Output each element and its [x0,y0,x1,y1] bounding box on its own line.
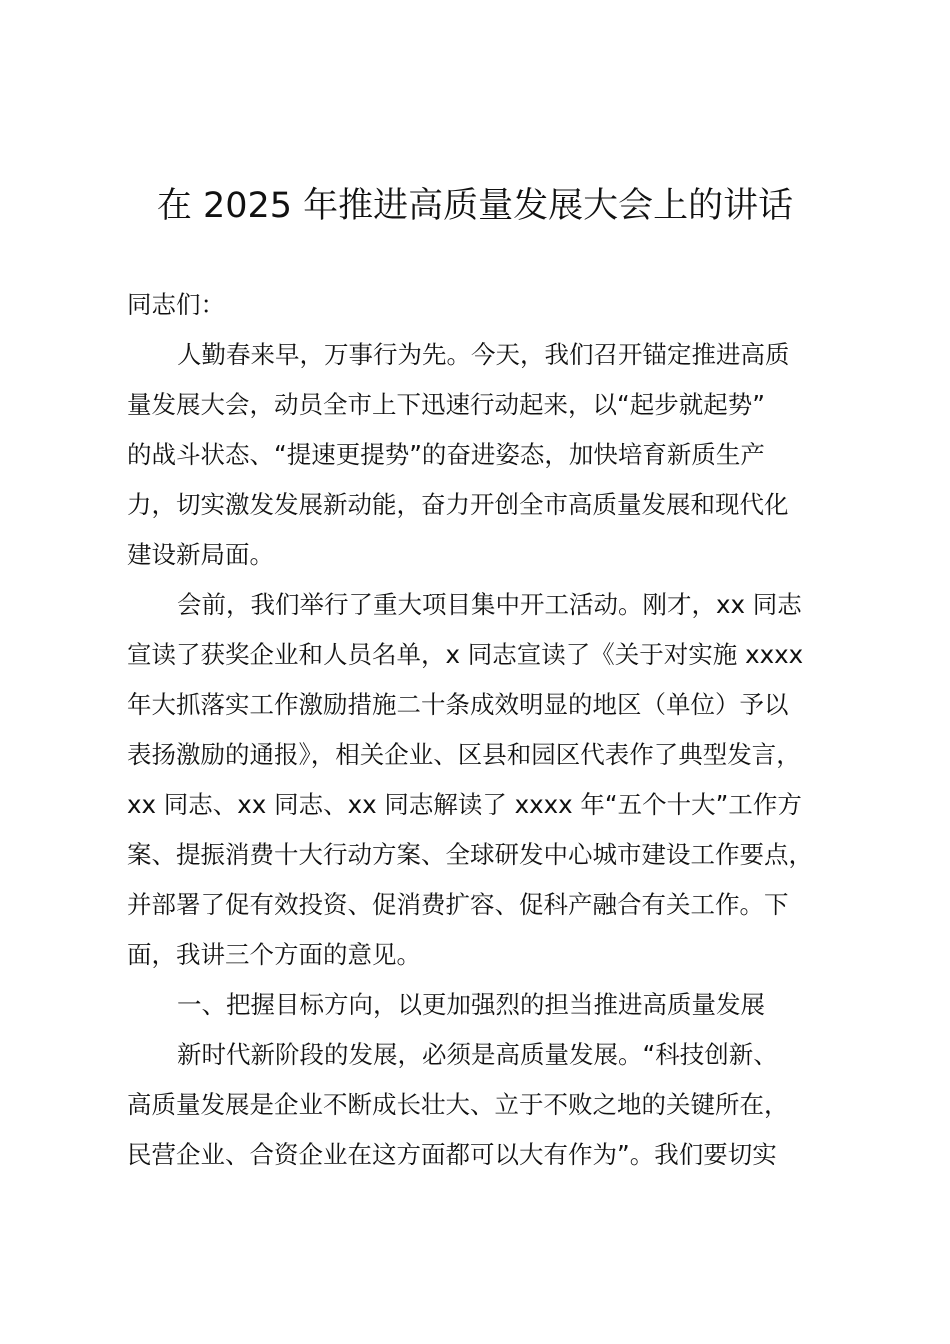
paragraph-line: 面，我讲三个方面的意见。 [127,940,421,969]
paragraph-line: 的战斗状态、“提速更提势”的奋进姿态，加快培育新质生产 [127,440,765,469]
salutation: 同志们： [127,290,225,319]
paragraph-line: 力，切实激发发展新动能，奋力开创全市高质量发展和现代化 [127,490,789,519]
paragraph-line: 建设新局面。 [127,540,274,569]
paragraph-line: 案、提振消费十大行动方案、全球研发中心城市建设工作要点， [127,840,813,869]
paragraph-line: 宣读了获奖企业和人员名单，x 同志宣读了《关于对实施 xxxx [127,640,804,669]
paragraph-line: 量发展大会，动员全市上下迅速行动起来，以“起步就起势” [127,390,765,419]
paragraph-line: 年大抓落实工作激励措施二十条成效明显的地区（单位）予以 [127,690,789,719]
paragraph-line: 表扬激励的通报》，相关企业、区县和园区代表作了典型发言， [127,740,801,769]
paragraph-line: 会前，我们举行了重大项目集中开工活动。刚才，xx 同志 [177,590,802,619]
paragraph-line: xx 同志、xx 同志、xx 同志解读了 xxxx 年“五个十大”工作方 [127,790,802,819]
paragraph-line: 民营企业、合资企业在这方面都可以大有作为”。我们要切实 [127,1140,777,1169]
section-heading: 一、把握目标方向，以更加强烈的担当推进高质量发展 [177,990,765,1019]
document-title: 在 2025 年推进高质量发展大会上的讲话 [156,186,794,226]
paragraph-line: 高质量发展是企业不断成长壮大、立于不败之地的关键所在， [127,1090,789,1119]
paragraph-line: 人勤春来早，万事行为先。今天，我们召开锚定推进高质 [177,340,790,369]
paragraph-line: 并部署了促有效投资、促消费扩容、促科产融合有关工作。下 [127,890,789,919]
paragraph-line: 新时代新阶段的发展，必须是高质量发展。“科技创新、 [177,1040,778,1069]
